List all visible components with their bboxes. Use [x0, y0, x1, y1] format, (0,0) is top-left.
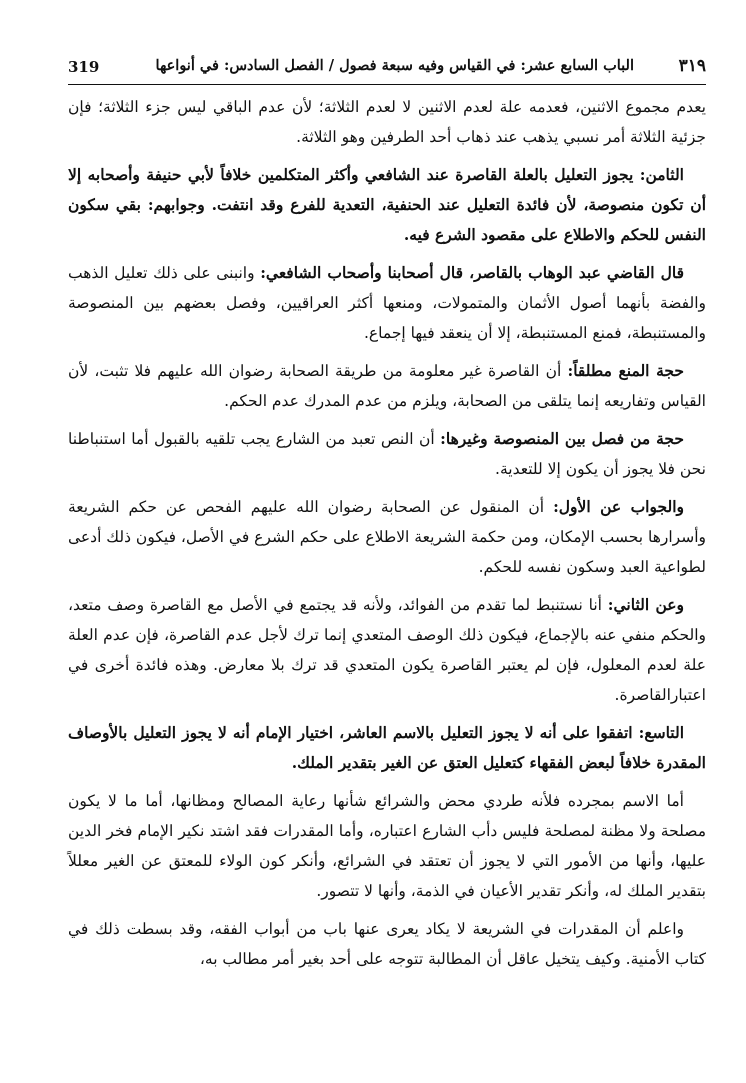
paragraph-eighth [68, 160, 706, 250]
paragraph-distinction-argument [68, 424, 706, 484]
paragraph-ninth [68, 718, 706, 778]
paragraph-text: أن المنقول عن الصحابة رضوان الله عليهم الفحص عن حكم الشريعة وأسرارها بحسب الإمكان، ومن حكمة الشريعة الاطلاع على حكم الشرع في الأصل، فيكون ذلك أدعى لطواعية العبد وسكون نفسه للحكم. [68, 498, 706, 576]
paragraph-name-analysis [68, 786, 706, 906]
running-header [68, 56, 706, 85]
paragraph-lead: حجة المنع مطلقاً: [567, 361, 684, 380]
paragraph-text: وانبنى على ذلك تعليل الذهب والفضة بأنهما أصول الأثمان والمتمولات، ومنعها أكثر العراقيين، وفصل بعضهم بين المنصوصة والمستنبطة، فمنع المستنبطة، إلا أن ينعقد فيها إجماع. [68, 264, 706, 342]
paragraph-text: يعدم مجموع الاثنين، فعدمه علة لعدم الاثنين لا لعدم الثلاثة؛ لأن عدم الباقي ليس جزء الثلاثة؛ فإن جزئية الثلاثة أمر نسبي يذهب عند ذهاب أحد الطرفين وهو الثلاثة. [68, 98, 706, 146]
paragraph-lead: حجة من فصل بين المنصوصة وغيرها: [440, 429, 684, 448]
running-title: الباب السابع عشر: في القياس وفيه سبعة فصول / الفصل السادس: في أنواعها [155, 57, 634, 74]
paragraph-lead: وعن الثاني: [607, 595, 684, 614]
paragraph-text: واعلم أن المقدرات في الشريعة لا يكاد يعرى عنها باب من أبواب الفقه، وقد بسطت ذلك في كتاب الأمنية. وكيف يتخيل عاقل أن المطالبة تتوجه على أحد بغير أمر مطالب به، [68, 920, 706, 968]
paragraph-text: أن القاصرة غير معلومة من طريقة الصحابة رضوان الله عليهم فلا تثبت، لأن القياس وتفاريعه إنما يتلقى من الصحابة، ويلزم من عدم المدرك عدم الحكم. [68, 362, 706, 410]
paragraph-know-that [68, 914, 706, 974]
paragraph-text: أنا نستنبط لما تقدم من الفوائد، ولأنه قد يجتمع في الأصل مع القاصرة وصف متعد، والحكم منفي عنه بالإجماع، فيكون ذلك الوصف المتعدي إنما ترك لأجل عدم القاصرة، فإن عدم العلة علة لعدم المعلول، فإن لم يعتبر القاصرة يكون المتعدي قد ترك بلا معارض. وهذه فائدة أخرى في اعتبارالقاصرة. [68, 596, 706, 704]
page-body [68, 92, 706, 982]
paragraph-lead: قال القاضي عبد الوهاب بالقاصر، قال أصحابنا وأصحاب الشافعي: [260, 263, 684, 282]
paragraph-lead: والجواب عن الأول: [553, 497, 684, 516]
paragraph-text: أن النص تعبد من الشارع يجب تلقيه بالقبول أما استنباطنا نحن فلا يجوز أن يكون إلا للتعدية. [68, 430, 706, 478]
page-number-arabic: ٣١٩ [678, 56, 706, 76]
paragraph-text: أما الاسم بمجرده فلأنه طردي محض والشرائع شأنها رعاية المصالح ومظانها، أما ما لا يكون مصلحة ولا مظنة لمصلحة فليس دأب الشارع اعتباره، وأما المقدرات فقد اشتد نكير الإمام فخر الدين عليها، وأنها من الأمور التي لا يجوز أن تعتقد في الشرائع، وأنكر كون الولاء للمعتق عن الغير معللاً بتقدير الملك له، وأنكر تقدير الأعيان في الذمة، وأنها لا تتصور. [68, 792, 706, 900]
page-number-latin: 319 [68, 58, 100, 76]
paragraph-bold-text: الثامن: يجوز التعليل بالعلة القاصرة عند الشافعي وأكثر المتكلمين خلافاً لأبي حنيفة وأصحابه إلا أن تكون منصوصة، لأن فائدة التعليل عند الحنفية، التعدية للفرع وقد انتفت. وجوابهم: بقي سكون النفس للحكم والاطلاع على مقصود الشرع فيه. [68, 165, 706, 244]
paragraph-first-answer [68, 492, 706, 582]
paragraph-absolute-prohibition [68, 356, 706, 416]
paragraph-qadi-abd-al-wahhab [68, 258, 706, 348]
paragraph-second-answer [68, 590, 706, 710]
paragraph-continuation [68, 92, 706, 152]
paragraph-bold-text: التاسع: اتفقوا على أنه لا يجوز التعليل بالاسم العاشر، اختيار الإمام أنه لا يجوز التعليل بالأوصاف المقدرة خلافاً لبعض الفقهاء كتعليل العتق عن الغير بتقدير الملك. [68, 723, 706, 772]
